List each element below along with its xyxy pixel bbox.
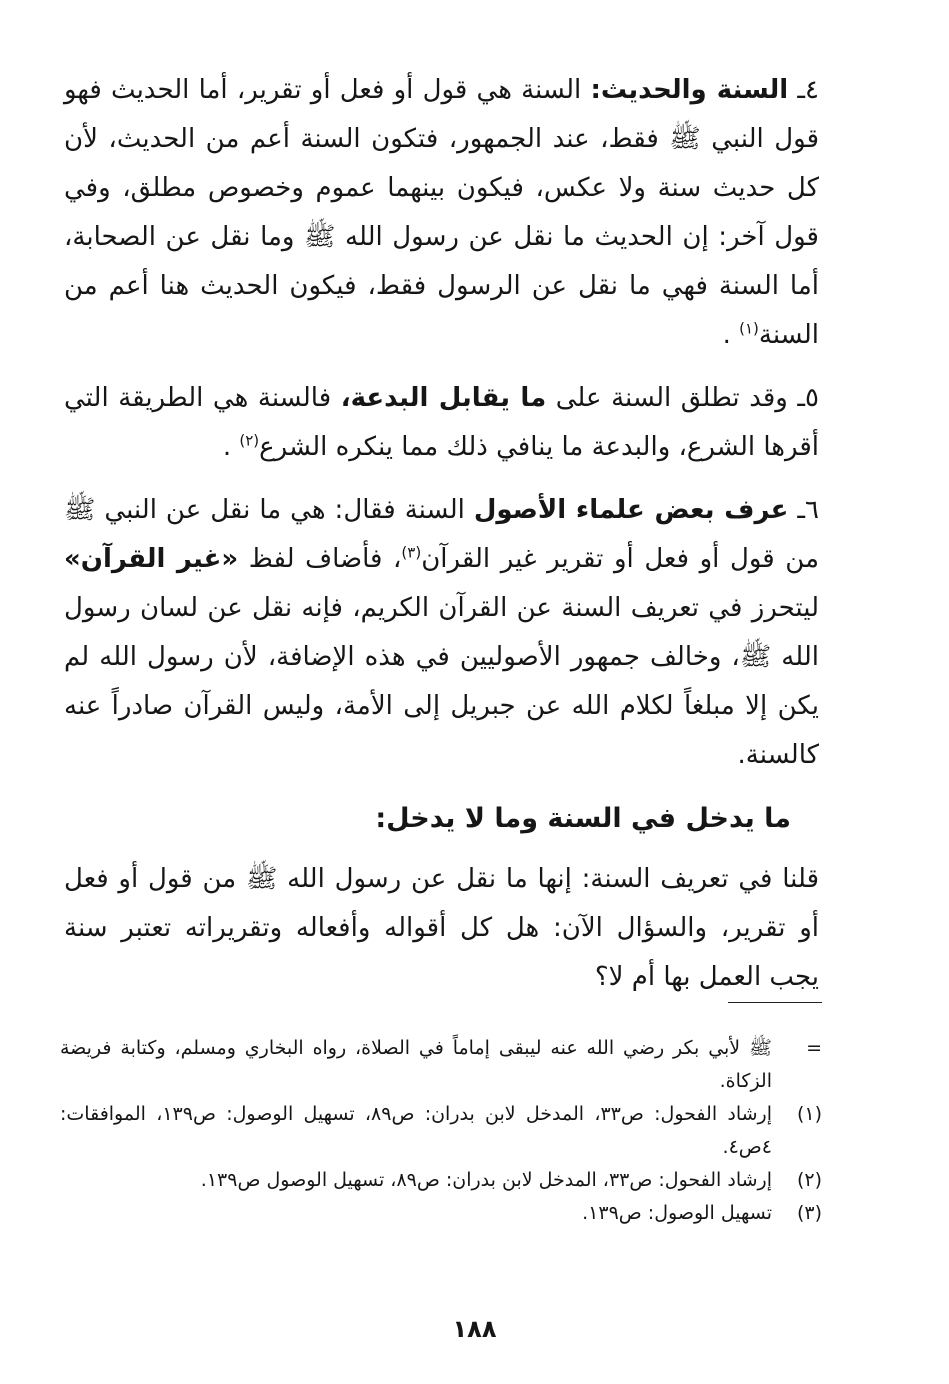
paragraph-4-end: . [722, 320, 731, 350]
paragraph-6-body-1: السنة فقال: هي ما نقل عن النبي ﷺ من قول أو فعل أو تقرير غير القرآن [64, 495, 820, 574]
footnote-text: إرشاد الفحول: ص٣٣، المدخل لابن بدران: ص٨٩، تسهيل الوصول: ص١٣٩، الموافقات: ٤ص٤. [60, 1103, 772, 1158]
paragraph-4 [64, 66, 819, 360]
footnote-1 [60, 1098, 822, 1164]
footnote-continued [60, 1032, 822, 1098]
footnote-text: إرشاد الفحول: ص٣٣، المدخل لابن بدران: ص٨٩، تسهيل الوصول ص١٣٩. [200, 1169, 772, 1191]
footnote-mark: = [806, 1037, 822, 1059]
paragraph-5-term: ما يقابل البدعة، [340, 383, 547, 413]
footnote-ref-3: (٣) [401, 543, 422, 562]
paragraph-6-number: ٦ـ [797, 495, 820, 525]
footnote-2 [60, 1164, 822, 1197]
paragraph-6-term: عرف بعض علماء الأصول [473, 495, 789, 525]
footnote-mark: (١) [796, 1103, 822, 1125]
paragraph-5-lead: ٥ـ وقد تطلق السنة على [555, 383, 819, 413]
paragraph-5-end: . [222, 432, 232, 462]
paragraph-7: قلنا في تعريف السنة: إنها ما نقل عن رسول الله ﷺ من قول أو فعل أو تقرير، والسؤال الآن: هل كل أقواله وأفعاله وتقريراته تعتبر سنة يجب العمل بها أم لا؟ [64, 864, 819, 992]
paragraph-5-body: فالسنة هي الطريقة التي أقرها الشرع، والبدعة ما ينافي ذلك مما ينكره الشرع [64, 383, 819, 462]
paragraph-6-body-2: ، فأضاف لفظ [248, 544, 402, 574]
footnote-text: ﷺ لأبي بكر رضي الله عنه ليبقى إماماً في الصلاة، رواه البخاري ومسلم، وكتابة فريضة الزكاة. [60, 1037, 772, 1092]
footnote-ref-1: (١) [739, 319, 759, 338]
paragraph-5 [64, 374, 819, 472]
section-heading: ما يدخل في السنة وما لا يدخل: [375, 803, 791, 834]
paragraph-4-term: السنة والحديث: [590, 75, 789, 105]
paragraph-4-body: السنة هي قول أو فعل أو تقرير، أما الحديث فهو قول النبي ﷺ فقط، عند الجمهور، فتكون السنة أعم من الحديث، لأن كل حديث سنة ولا عكس، فيكون بينهما عموم وخصوص مطلق، وفي قول آخر: إن الحديث ما نقل عن رسول الله ﷺ وما نقل عن الصحابة، أما السنة فهي ما نقل عن الرسول فقط، فيكون الحديث هنا أعم من السنة [64, 75, 819, 350]
page-number: ١٨٨ [452, 1315, 497, 1343]
paragraph-4-number: ٤ـ [797, 75, 820, 105]
footnote-mark: (٢) [796, 1169, 822, 1191]
paragraph-6 [64, 486, 819, 780]
footnote-separator [728, 1002, 822, 1003]
paragraph-6-body-3: ليتحرز في تعريف السنة عن القرآن الكريم، فإنه نقل عن لسان رسول الله ﷺ، وخالف جمهور الأصوليين في هذه الإضافة، لأن رسول الله لم يكن إلا مبلغاً لكلام الله عن جبريل إلى الأمة، وليس القرآن صادراً عنه كالسنة. [64, 593, 819, 770]
footnote-text: تسهيل الوصول: ص١٣٩. [582, 1202, 772, 1224]
footnote-mark: (٣) [796, 1202, 822, 1224]
paragraph-6-quoted-term: «غير القرآن» [64, 544, 239, 574]
footnote-3 [60, 1197, 822, 1230]
footnote-ref-2: (٢) [239, 431, 260, 450]
footnotes [60, 1032, 822, 1230]
main-text [64, 66, 819, 1016]
